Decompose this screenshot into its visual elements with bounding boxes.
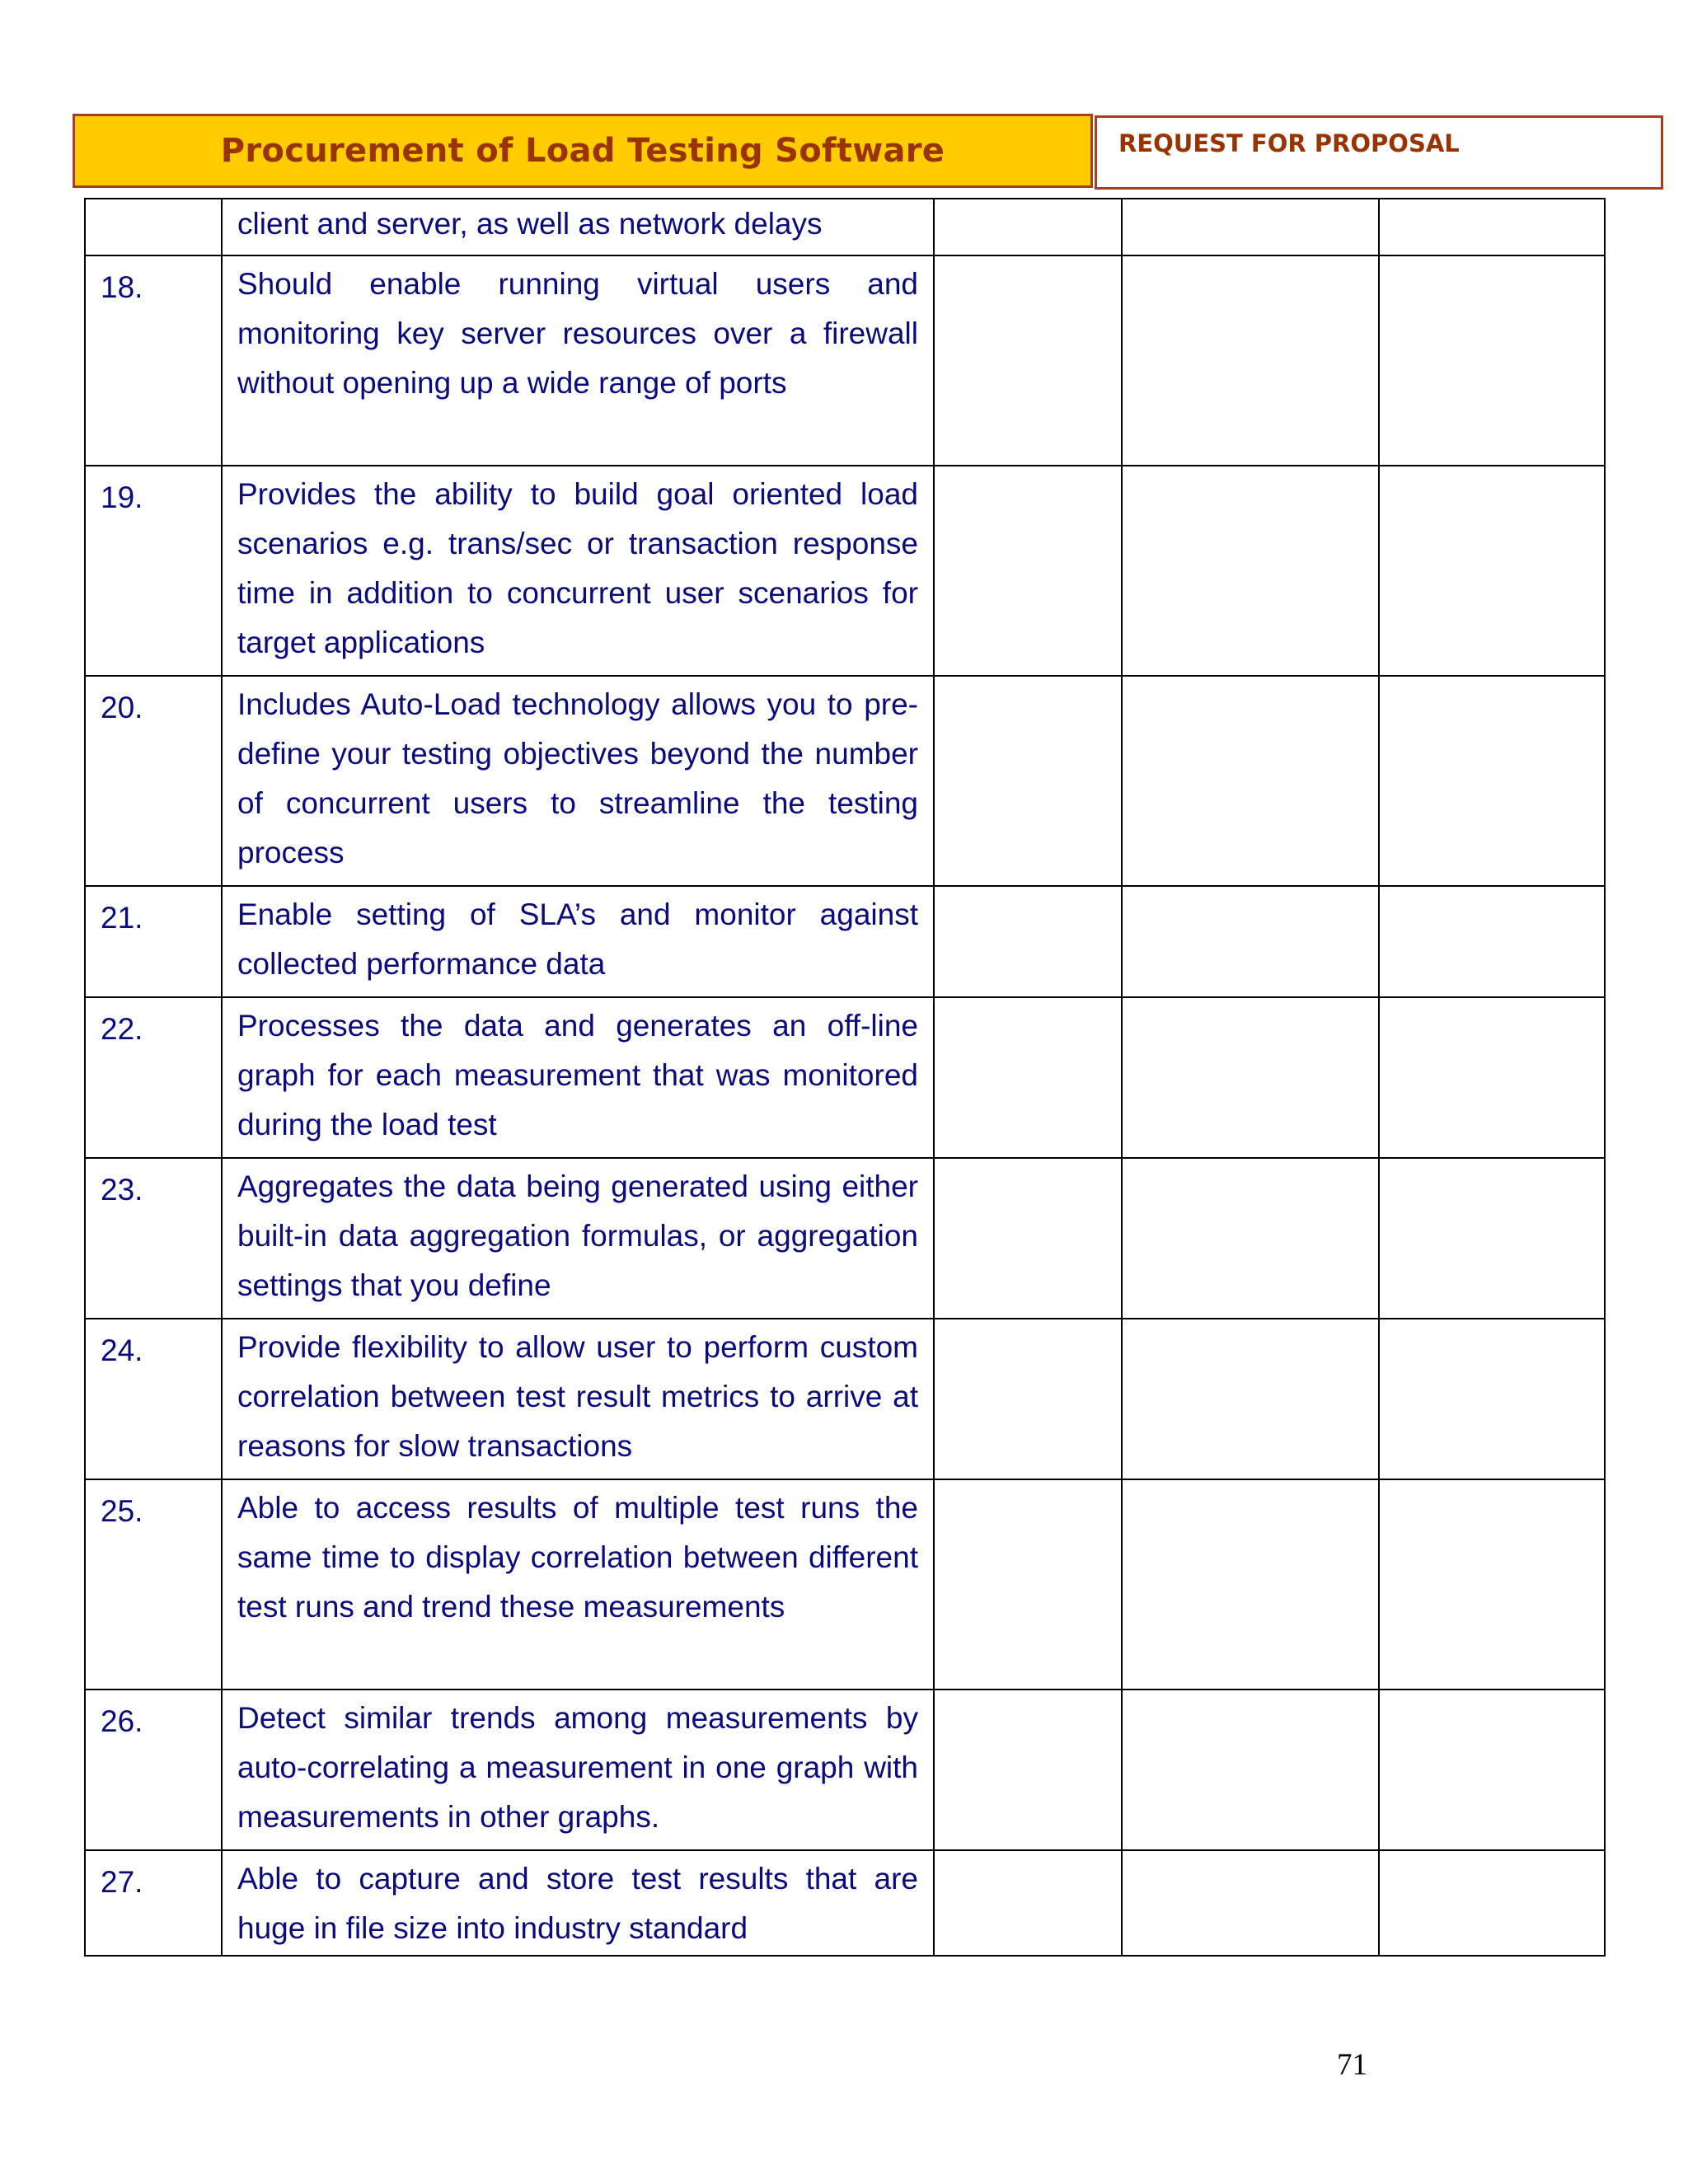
response-cell (1122, 255, 1379, 466)
document-label-box (1095, 115, 1663, 190)
table-row (85, 199, 1605, 255)
response-cell (934, 1850, 1122, 1956)
table-row (85, 1319, 1605, 1479)
row-description: Able to access results of multiple test runs the same time to display correlation between different test runs and trend these measurements (222, 1479, 934, 1690)
table-row (85, 997, 1605, 1158)
row-description: Provide flexibility to allow user to perform custom correlation between test result metrics to arrive at reasons for slow transactions (222, 1319, 934, 1479)
response-cell (1379, 199, 1605, 255)
row-description: Detect similar trends among measurements by auto-correlating a measurement in one graph with measurements in other graphs. (222, 1690, 934, 1850)
table-row (85, 1690, 1605, 1850)
row-description: Able to capture and store test results that are huge in file size into industry standard (222, 1850, 934, 1956)
response-cell (1122, 1690, 1379, 1850)
table-row (85, 886, 1605, 997)
row-number (85, 199, 222, 255)
response-cell (1379, 997, 1605, 1158)
row-description: Processes the data and generates an off-line graph for each measurement that was monitored during the load test (222, 997, 934, 1158)
table-row (85, 1850, 1605, 1956)
response-cell (934, 255, 1122, 466)
row-number: 18. (85, 255, 222, 466)
response-cell (934, 886, 1122, 997)
row-description: Aggregates the data being generated using either built-in data aggregation formulas, or aggregation settings that you define (222, 1158, 934, 1319)
response-cell (1379, 886, 1605, 997)
row-description: Includes Auto-Load technology allows you to pre-define your testing objectives beyond the number of concurrent users to streamline the testing process (222, 676, 934, 886)
row-number: 26. (85, 1690, 222, 1850)
response-cell (1122, 1319, 1379, 1479)
row-number: 19. (85, 466, 222, 676)
response-cell (1379, 1850, 1605, 1956)
row-number: 23. (85, 1158, 222, 1319)
row-number: 25. (85, 1479, 222, 1690)
table-row (85, 255, 1605, 466)
document-title: Procurement of Load Testing Software (220, 132, 945, 170)
response-cell (1379, 466, 1605, 676)
response-cell (1379, 1690, 1605, 1850)
response-cell (1122, 1158, 1379, 1319)
response-cell (1379, 676, 1605, 886)
page-number: 71 (1337, 2048, 1367, 2082)
response-cell (1379, 1158, 1605, 1319)
response-cell (1122, 886, 1379, 997)
response-cell (1379, 1319, 1605, 1479)
table-row (85, 1158, 1605, 1319)
row-description: Should enable running virtual users and monitoring key server resources over a firewall without opening up a wide range of ports (222, 255, 934, 466)
row-number: 22. (85, 997, 222, 1158)
document-title-banner (73, 114, 1093, 188)
response-cell (934, 997, 1122, 1158)
document-label: REQUEST FOR PROPOSAL (1118, 129, 1460, 157)
response-cell (1122, 997, 1379, 1158)
row-number: 21. (85, 886, 222, 997)
response-cell (934, 1319, 1122, 1479)
row-description: client and server, as well as network delays (222, 199, 934, 255)
row-number: 20. (85, 676, 222, 886)
row-number: 24. (85, 1319, 222, 1479)
requirements-table (84, 198, 1606, 1957)
table-row (85, 1479, 1605, 1690)
response-cell (934, 466, 1122, 676)
row-description: Provides the ability to build goal oriented load scenarios e.g. trans/sec or transaction response time in addition to concurrent user scenarios for target applications (222, 466, 934, 676)
response-cell (934, 199, 1122, 255)
response-cell (1122, 199, 1379, 255)
response-cell (934, 1690, 1122, 1850)
table-row (85, 676, 1605, 886)
response-cell (934, 1158, 1122, 1319)
response-cell (934, 676, 1122, 886)
response-cell (1122, 676, 1379, 886)
row-description: Enable setting of SLA’s and monitor against collected performance data (222, 886, 934, 997)
table-row (85, 466, 1605, 676)
response-cell (1379, 1479, 1605, 1690)
response-cell (1122, 466, 1379, 676)
response-cell (1122, 1479, 1379, 1690)
row-number: 27. (85, 1850, 222, 1956)
response-cell (1379, 255, 1605, 466)
response-cell (934, 1479, 1122, 1690)
response-cell (1122, 1850, 1379, 1956)
